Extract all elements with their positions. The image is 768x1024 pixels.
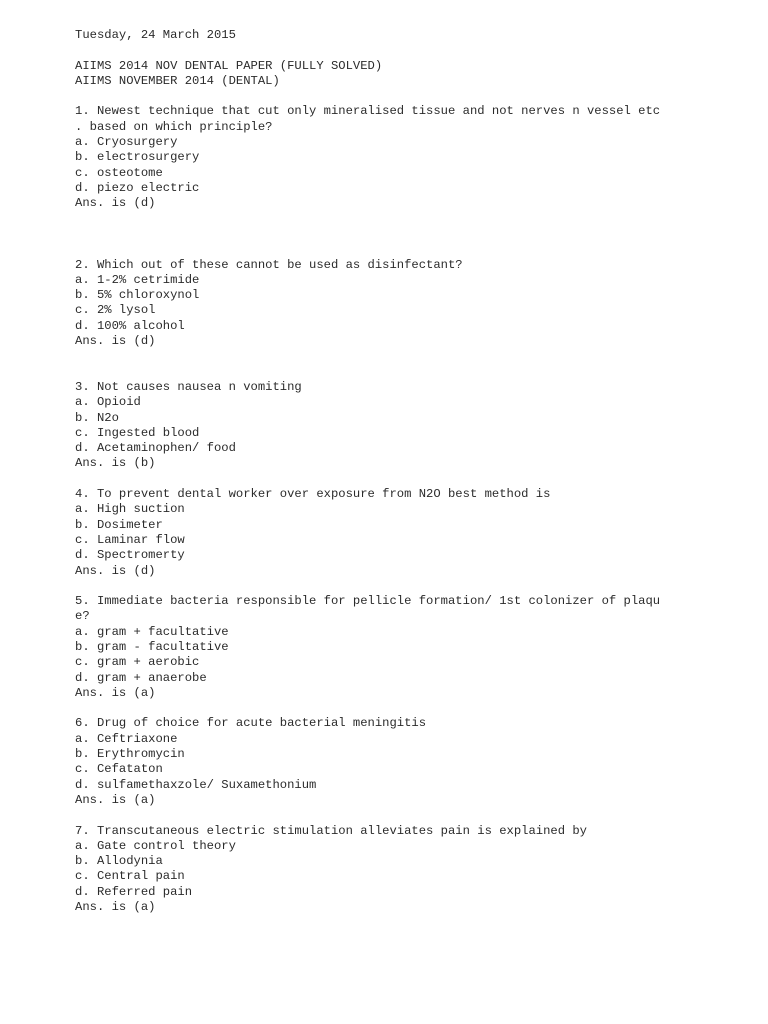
question-6 [75,716,735,808]
option-d: d. Acetaminophen/ food [75,441,236,456]
document-date: Tuesday, 24 March 2015 [75,28,236,42]
question-4 [75,487,735,579]
question-stem: 3. Not causes nausea n vomiting [75,379,302,394]
option-d: d. piezo electric [75,180,200,195]
option-a: a. Gate control theory [75,838,236,853]
question-stem: 7. Transcutaneous electric stimulation alleviates pain is explained by [75,823,587,838]
option-c: c. 2% lysol [75,303,156,318]
question-3 [75,380,735,472]
answer: Ans. is (b) [75,456,156,471]
option-c: c. Ingested blood [75,425,200,440]
option-b: b. Allodynia [75,854,163,869]
answer: Ans. is (d) [75,196,156,211]
option-b: b. gram - facultative [75,639,229,654]
question-stem-continued: . based on which principle? [75,119,273,134]
answer: Ans. is (a) [75,685,156,700]
option-a: a. High suction [75,502,185,517]
document-body [75,28,735,915]
option-a: a. gram + facultative [75,624,229,639]
paper-subtitle: AIIMS NOVEMBER 2014 (DENTAL) [75,73,280,88]
question-2 [75,258,735,350]
question-5 [75,594,735,701]
option-d: d. gram + anaerobe [75,670,207,685]
option-b: b. Dosimeter [75,517,163,532]
question-7 [75,824,735,916]
option-b: b. Erythromycin [75,747,185,762]
question-stem: 6. Drug of choice for acute bacterial meningitis [75,716,427,731]
question-stem: 4. To prevent dental worker over exposure from N2O best method is [75,487,551,502]
question-stem: 5. Immediate bacteria responsible for pellicle formation/ 1st colonizer of plaqu [75,594,661,609]
question-stem-continued: e? [75,609,90,624]
option-d: d. Spectromerty [75,548,185,563]
option-c: c. Laminar flow [75,532,185,547]
option-b: b. N2o [75,410,119,425]
option-c: c. Cefataton [75,762,163,777]
option-d: d. Referred pain [75,884,193,899]
option-a: a. Cryosurgery [75,135,178,150]
option-a: a. Opioid [75,395,141,410]
option-b: b. 5% chloroxynol [75,288,200,303]
answer: Ans. is (a) [75,900,156,915]
option-b: b. electrosurgery [75,150,200,165]
option-c: c. osteotome [75,165,163,180]
option-d: d. sulfamethaxzole/ Suxamethonium [75,777,317,792]
answer: Ans. is (d) [75,563,156,578]
option-a: a. Ceftriaxone [75,731,178,746]
option-a: a. 1-2% cetrimide [75,272,200,287]
option-c: c. Central pain [75,869,185,884]
option-c: c. gram + aerobic [75,655,200,670]
question-stem: 2. Which out of these cannot be used as disinfectant? [75,257,463,272]
option-d: d. 100% alcohol [75,318,185,333]
question-stem: 1. Newest technique that cut only mineralised tissue and not nerves n vessel etc [75,104,661,119]
answer: Ans. is (a) [75,792,156,807]
question-1 [75,104,735,211]
paper-title: AIIMS 2014 NOV DENTAL PAPER (FULLY SOLVED) [75,58,383,73]
answer: Ans. is (d) [75,334,156,349]
